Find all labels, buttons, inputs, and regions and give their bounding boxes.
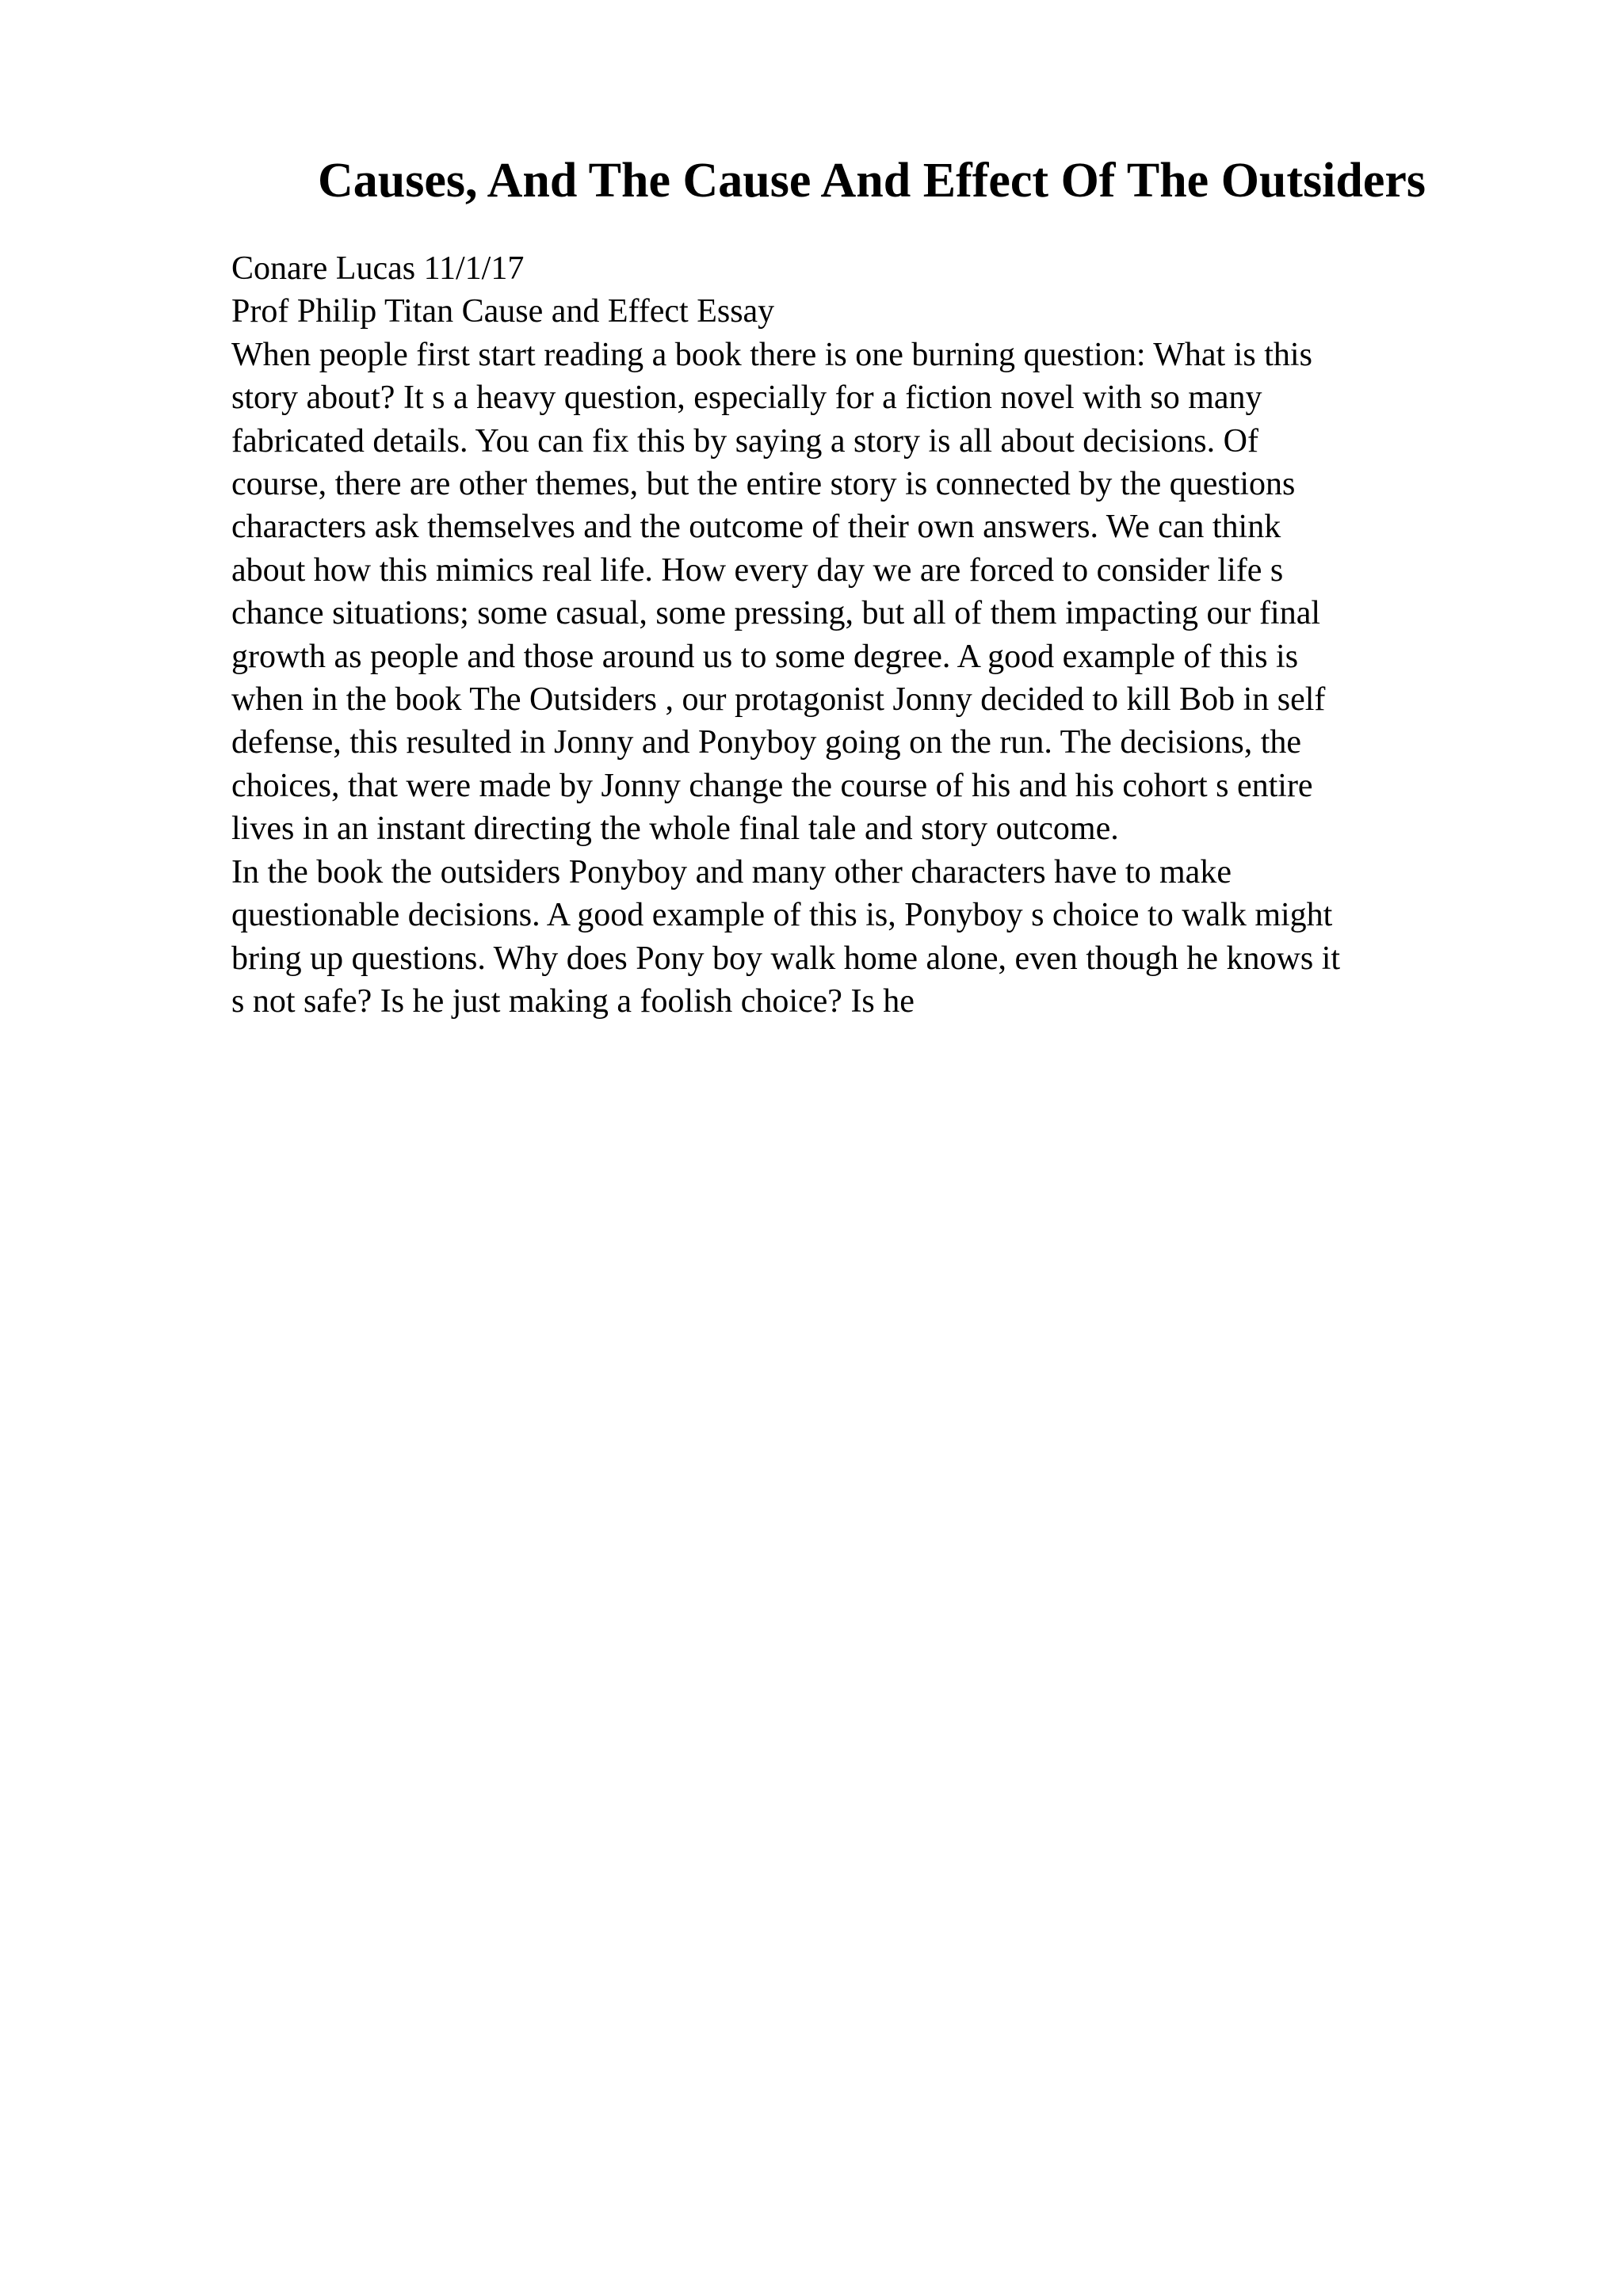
essay-body (231, 247, 1484, 1023)
text-line: When people first start reading a book there is one burning question: What is this (231, 336, 1312, 373)
text-line: course, there are other themes, but the entire story is connected by the questions (231, 466, 1296, 503)
text-line: chance situations; some casual, some pressing, but all of them impacting our final (231, 595, 1321, 632)
course-line: Prof Philip Titan Cause and Effect Essay (231, 293, 775, 330)
document-title: Causes, And The Cause And Effect Of The Outsiders (317, 154, 1426, 208)
text-line: bring up questions. Why does Pony boy walk home alone, even though he knows it (231, 940, 1341, 977)
text-line: defense, this resulted in Jonny and Ponyboy going on the run. The decisions, the (231, 724, 1302, 761)
text-line: In the book the outsiders Ponyboy and many other characters have to make (231, 853, 1232, 891)
text-line: choices, that were made by Jonny change the course of his and his cohort s entire (231, 767, 1313, 804)
text-line: when in the book The Outsiders , our protagonist Jonny decided to kill Bob in self (231, 681, 1326, 719)
text-line: questionable decisions. A good example of this is, Ponyboy s choice to walk might (231, 897, 1333, 934)
text-line: story about? It s a heavy question, especially for a fiction novel with so many (231, 379, 1262, 417)
text-line: s not safe? Is he just making a foolish choice? Is he (231, 982, 915, 1020)
text-line: lives in an instant directing the whole final tale and story outcome. (231, 810, 1119, 848)
author-date-line: Conare Lucas 11/1/17 (231, 250, 525, 287)
text-line: fabricated details. You can fix this by saying a story is all about decisions. Of (231, 422, 1258, 460)
text-line: characters ask themselves and the outcome of their own answers. We can think (231, 509, 1281, 546)
text-line: growth as people and those around us to some degree. A good example of this is (231, 638, 1299, 675)
text-line: about how this mimics real life. How every day we are forced to consider life s (231, 551, 1284, 589)
